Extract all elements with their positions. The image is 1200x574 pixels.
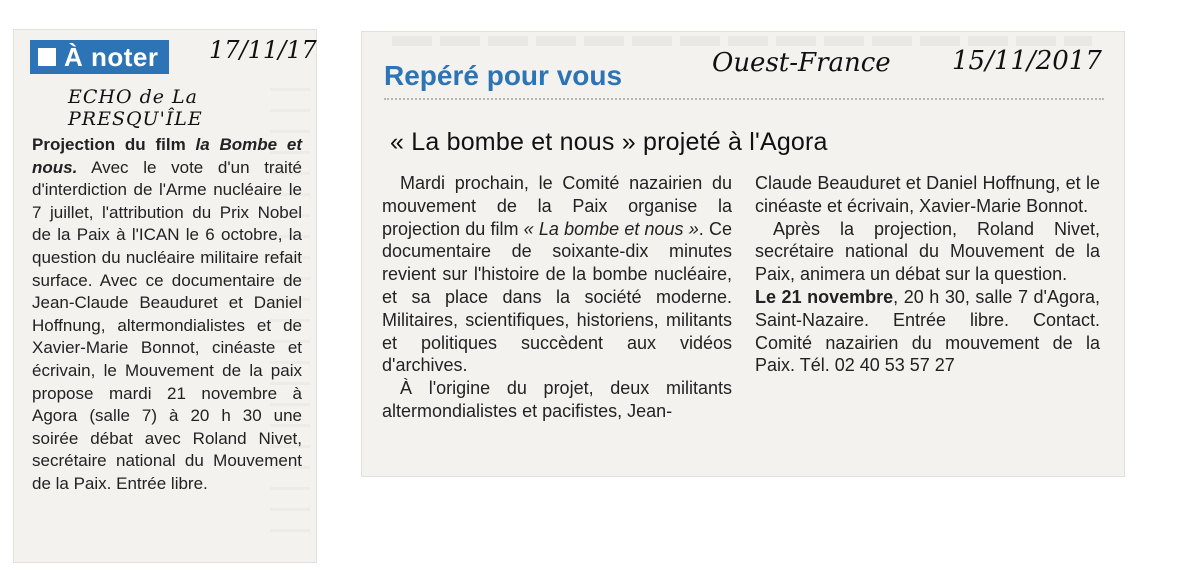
left-clipping	[14, 30, 316, 562]
bleed-through-text	[392, 36, 1092, 46]
rubric-divider	[384, 98, 1104, 100]
paragraph	[755, 286, 1100, 377]
left-article-body	[32, 134, 302, 496]
paragraph: À l'origine du projet, deux militants altermondialistes et pacifistes, Jean-	[382, 378, 732, 421]
article-column-1	[382, 172, 732, 423]
left-film-title: la Bombe et nous.	[32, 135, 302, 177]
article-column-2	[755, 172, 1100, 377]
handwritten-source: Ouest-France	[712, 48, 891, 78]
paragraph	[382, 172, 732, 377]
article-headline: « La bombe et nous » projeté à l'Agora	[390, 128, 828, 156]
square-icon	[38, 48, 56, 66]
tag-label: À noter	[64, 41, 159, 72]
paragraph: Après la projection, Roland Nivet, secrétaire national du Mouvement de la Paix, animera un débat sur la question.	[755, 218, 1100, 285]
left-body-text: Avec le vote d'un traité d'interdiction de l'Arme nucléaire le 7 juillet, l'attribution du Prix Nobel de la Paix à l'ICAN le 6 octobre, la question du nucléaire militaire refait surface. Avec ce documentaire de Jean-Claude Beauduret et Daniel Hoffnung, altermondialistes et de Xavier-Marie Bonnot, cinéaste et écrivain, le Mouvement de la paix propose mardi 21 novembre à Agora (salle 7) à 20 h 30 une soirée débat avec Roland Nivet, secrétaire national du Mouvement de la Paix. Entrée libre.	[32, 157, 302, 493]
paragraph: Claude Beauduret et Daniel Hoffnung, et le cinéaste et écrivain, Xavier-Marie Bonnot.	[755, 173, 1100, 216]
handwritten-source: ECHO de La PRESQU'ÎLE	[68, 86, 203, 130]
paragraph-text: . Ce documentaire de soixante-dix minutes revient sur l'histoire de la bombe nucléaire, et sa place dans la société moderne. Militaires, scientifiques, historiens, militants et politiques succèdent aux vidéos d'archives.	[382, 218, 732, 376]
handwritten-date: 17/11/17	[209, 36, 317, 64]
event-date: Le 21 novembre	[755, 286, 894, 307]
paragraph-text: Mardi prochain, le Comité nazairien du mouvement de la Paix organise la projection du film	[382, 173, 732, 239]
paragraph-text: , 20 h 30, salle 7 d'Agora, Saint-Nazaire. Entrée libre. Contact. Comité nazairien du mouvement de la Paix. Tél. 02 40 53 57 27	[755, 286, 1100, 376]
rubric-title: Repéré pour vous	[384, 60, 623, 91]
a-noter-tag	[30, 40, 169, 74]
film-title: « La bombe et nous »	[523, 218, 699, 239]
handwritten-date: 15/11/2017	[952, 46, 1102, 76]
left-title-lead: Projection du film	[32, 135, 196, 154]
right-clipping	[362, 32, 1124, 476]
